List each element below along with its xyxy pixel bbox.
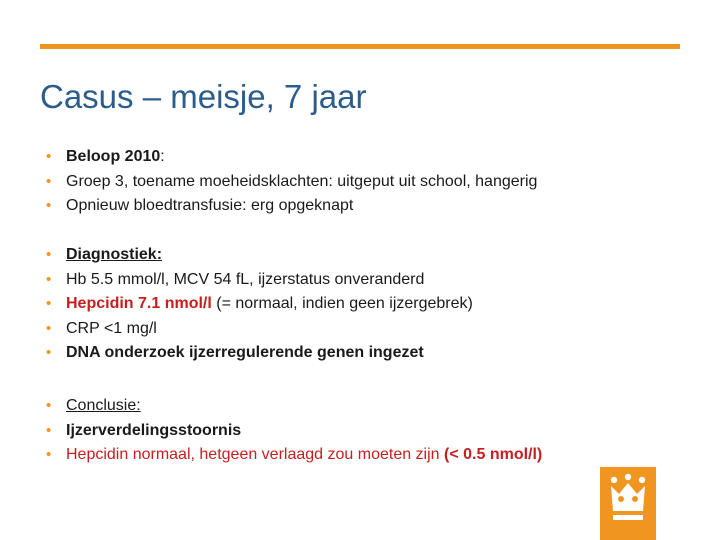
list-item [46, 170, 537, 195]
list-item [46, 394, 542, 419]
top-accent-rule [40, 44, 680, 49]
list-item-text: Groep 3, toename moeheidsklachten: uitgeput uit school, hangerig [66, 172, 538, 190]
list-item [46, 194, 537, 219]
bullet-dot: • [46, 397, 52, 414]
bullet-dot: • [46, 172, 52, 190]
list-item [46, 292, 473, 317]
list-item-text: Opnieuw bloedtransfusie: erg opgeknapt [66, 197, 354, 214]
list-item-text: Hb 5.5 mmol/l, MCV 54 fL, ijzerstatus onveranderd [66, 270, 425, 288]
list-item [46, 419, 542, 444]
list-item-text: Hepcidin normaal, hetgeen verlaagd zou moeten zijn [66, 446, 445, 463]
logo [600, 467, 656, 540]
bullet-dot: • [46, 319, 52, 337]
list-item-text: CRP <1 mg/l [66, 319, 157, 337]
slide-title: Casus – meisje, 7 jaar [40, 78, 367, 115]
list-item-text: Ijzerverdelingsstoornis [66, 421, 242, 439]
bullet-list-diagnostics [46, 243, 473, 366]
threshold-highlight: (< 0.5 nmol/l) [444, 446, 543, 463]
list-item-text: (= normaal, indien geen ijzergebrek) [211, 295, 473, 312]
hepcidin-highlight: Hepcidin 7.1 nmol/l [66, 295, 212, 312]
course-heading-colon: : [160, 148, 165, 165]
bullet-dot: • [46, 344, 52, 361]
bullet-dot: • [46, 270, 52, 288]
crown-icon [600, 467, 656, 540]
list-item [46, 443, 542, 468]
bullet-list-conclusion [46, 394, 542, 468]
list-item [46, 268, 473, 293]
list-item [46, 341, 473, 366]
list-item-text: DNA onderzoek ijzerregulerende genen ingezet [66, 344, 424, 361]
course-heading: Beloop 2010 [66, 148, 161, 165]
bullet-dot: • [46, 421, 52, 439]
bullet-dot: • [46, 446, 52, 463]
conclusion-heading: Conclusie: [66, 397, 141, 414]
list-item [46, 243, 473, 268]
bullet-dot: • [46, 148, 52, 165]
diagnostics-heading: Diagnostiek: [66, 246, 163, 263]
bullet-dot: • [46, 295, 52, 312]
bullet-dot: • [46, 197, 52, 214]
bullet-dot: • [46, 246, 52, 263]
list-item [46, 317, 473, 342]
bullet-list-course [46, 145, 537, 219]
list-item [46, 145, 537, 170]
